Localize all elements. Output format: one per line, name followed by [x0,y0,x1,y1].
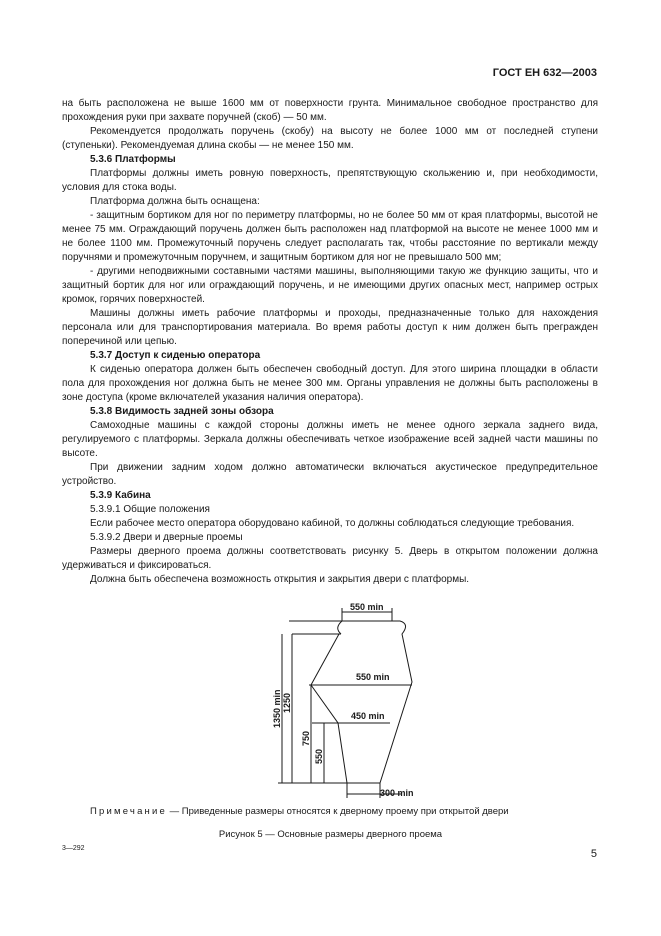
body-paragraph: Рекомендуется продолжать поручень (скобу) на высоту не более 1000 мм от последней ступени (ступеньки). Рекомендуемая длина скобы — не менее 150 мм. [62,126,598,151]
body-paragraph: на быть расположена не выше 1600 мм от поверхности грунта. Минимальное свободное пространство для прохождения руки при захвате поручней (скоб) — 50 мм. [62,98,598,123]
section-heading: 5.3.7 Доступ к сиденью оператора [90,350,261,361]
body-paragraph: 5.3.9.1 Общие положения [90,504,210,515]
dim-bottom-width-label: 300 min [380,788,414,798]
dim-1250-label: 1250 [282,692,292,713]
body-paragraph: Должна быть обеспечена возможность открытия и закрытия двери с платформы. [90,574,470,585]
dim-750-label: 750 [301,730,311,746]
dim-550-label: 550 [314,748,324,764]
body-paragraph: - другими неподвижными составными частями машины, выполняющими такую же функцию защиты, что и защитный бортик для ног или ограждающий поручень, и не имеющими других опасных мест, например острых кромок, горячих поверхностей. [62,266,598,305]
page-number: 5 [590,848,597,860]
body-paragraph: Машины должны иметь рабочие платформы и проходы, предназначенные только для нахождения персонала или для транспортирования материала. Во время работы доступ к ним должен быть прегражден поперечиной или цепью. [62,308,598,347]
figure-caption: Рисунок 5 — Основные размеры дверного проема [218,829,443,840]
note-label: Примечание [90,806,167,817]
body-paragraph: 5.3.9.2 Двери и дверные проемы [90,532,243,543]
door-opening-diagram [262,598,422,803]
document-body [62,97,598,587]
body-paragraph: Размеры дверного проема должны соответствовать рисунку 5. Дверь в открытом положении должна удерживаться и фиксироваться. [62,546,598,571]
dim-middle-width-label: 450 min [351,711,385,721]
dim-upper-width-label: 550 min [356,672,390,682]
door-opening-figure [262,598,422,803]
body-paragraph: Платформы должны иметь ровную поверхность, препятствующую скольжению и, при необходимости, условия для стока воды. [62,168,598,193]
body-paragraph: При движении задним ходом должно автоматически включаться акустическое предупредительное устройство. [62,462,598,487]
standard-header: ГОСТ ЕН 632—2003 [492,67,597,79]
dim-total-height-label: 1350 min [272,689,282,728]
body-paragraph: Самоходные машины с каждой стороны должны иметь не менее одного зеркала заднего вида, регулируемого с платформы. Зеркала должны обеспечивать четкое изображение всей задней части машины по высоте. [62,420,598,459]
section-heading: 5.3.8 Видимость задней зоны обзора [90,406,274,417]
note-text: — Приведенные размеры относятся к дверному проему при открытой двери [169,806,509,817]
figure-note [90,806,509,817]
door-outline [311,621,412,783]
body-paragraph: - защитным бортиком для ног по периметру платформы, но не более 50 мм от края платформы, высотой не менее 75 мм. Ограждающий поручень должен быть расположен над платформой на высоте не менее 1000 мм и не более 1100 мм. Промежуточный поручень следует располагать так, чтобы расстояние по вертикали между поручнями и промежуточным поручнем, и защитным бортиком для ног не превышало 500 мм; [62,210,598,263]
body-paragraph: Если рабочее место оператора оборудовано кабиной, то должны соблюдаться следующие требования. [90,518,575,529]
sheet-code: 3—292 [62,845,85,852]
body-paragraph: К сиденью оператора должен быть обеспечен свободный доступ. Для этого ширина площадки в области пола для прохождения ног должна быть не менее 300 мм. Органы управления не должны быть расположены в зоне доступа (кроме включателей указания наличия оператора). [62,364,598,403]
section-heading: 5.3.9 Кабина [90,490,151,501]
body-paragraph: Платформа должна быть оснащена: [90,196,260,207]
section-heading: 5.3.6 Платформы [90,154,176,165]
dim-top-width-label: 550 min [350,602,384,612]
